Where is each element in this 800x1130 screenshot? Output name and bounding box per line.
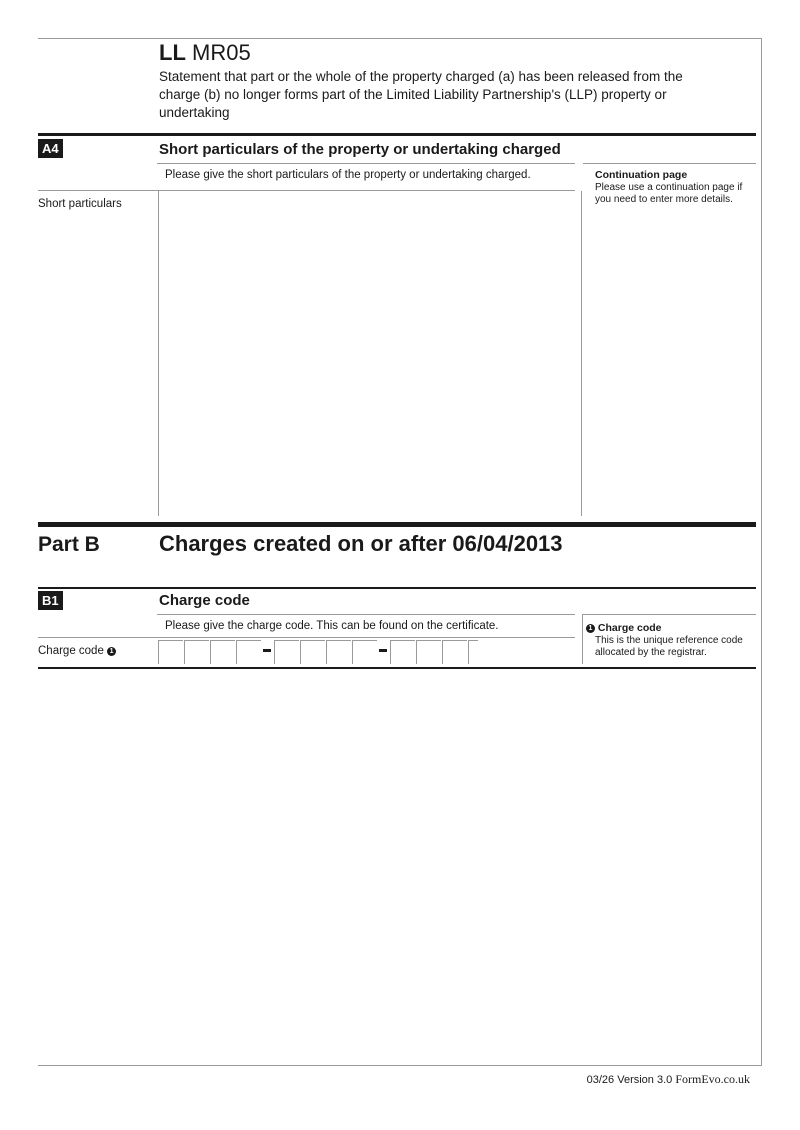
section-title-a4: Short particulars of the property or undertaking charged — [159, 141, 561, 158]
info-icon: 1 — [586, 624, 595, 633]
charge-code-separator — [379, 649, 387, 652]
part-b-rule — [38, 522, 756, 527]
charge-code-digit[interactable] — [158, 640, 183, 664]
bottom-rule — [38, 1065, 762, 1066]
b1-instruction-top — [157, 614, 575, 615]
charge-code-digit[interactable] — [416, 640, 441, 664]
b1-field-top — [157, 637, 575, 638]
section-a4-rule — [38, 133, 756, 136]
info-icon: 1 — [107, 647, 116, 656]
b1-note-title-row — [586, 622, 756, 635]
charge-code-separator — [263, 649, 271, 652]
footer-brand: FormEvo.co.uk — [675, 1072, 750, 1086]
footer-version: 03/26 Version 3.0 — [586, 1074, 673, 1086]
continuation-note — [595, 169, 755, 206]
charge-code-digit[interactable] — [184, 640, 209, 664]
b1-instruction: Please give the charge code. This can be found on the certificate. — [165, 620, 499, 632]
charge-code-digit[interactable] — [274, 640, 299, 664]
section-b1-bottom-rule — [38, 667, 756, 669]
section-title-b1: Charge code — [159, 592, 250, 609]
charge-code-digit[interactable] — [442, 640, 467, 664]
charge-code-label-text: Charge code — [38, 645, 104, 657]
b1-note-top — [583, 614, 756, 615]
a4-instruction: Please give the short particulars of the property or undertaking charged. — [165, 169, 531, 181]
section-b1-rule — [38, 587, 756, 589]
b1-note-body: This is the unique reference code allocated by the registrar. — [595, 635, 743, 658]
form-code — [159, 40, 251, 66]
charge-code-digit[interactable] — [236, 640, 261, 664]
a4-instruction-top — [157, 163, 575, 164]
note-body: Please use a continuation page if you need to enter more details. — [595, 182, 743, 205]
section-badge-a4: A4 — [38, 139, 63, 158]
right-border — [761, 38, 762, 1066]
b1-note-title: Charge code — [597, 622, 662, 634]
b1-label-divider — [38, 637, 158, 638]
a4-note-top — [583, 163, 756, 164]
a4-label-divider — [38, 190, 158, 191]
charge-code-digit[interactable] — [210, 640, 235, 664]
short-particulars-field[interactable] — [158, 191, 582, 516]
form-number: MR05 — [192, 40, 251, 65]
charge-code-digit[interactable] — [390, 640, 415, 664]
charge-code-note — [586, 622, 756, 659]
charge-code-digit[interactable] — [300, 640, 325, 664]
charge-code-digit[interactable] — [326, 640, 351, 664]
charge-code-digit[interactable] — [352, 640, 377, 664]
part-b-label: Part B — [38, 533, 100, 556]
section-badge-b1: B1 — [38, 591, 63, 610]
form-description: Statement that part or the whole of the property charged (a) has been released from the charge (b) no longer forms part of the Limited Liability Partnership's (LLP) property or undertaking — [159, 69, 683, 120]
charge-code-digit[interactable] — [468, 640, 478, 664]
charge-code-label — [38, 644, 116, 658]
part-b-title: Charges created on or after 06/04/2013 — [159, 531, 563, 556]
form-prefix: LL — [159, 40, 186, 65]
footer — [587, 1072, 750, 1087]
short-particulars-label: Short particulars — [38, 198, 122, 210]
note-title: Continuation page — [595, 169, 688, 181]
top-rule — [38, 38, 762, 39]
b1-note-border — [582, 614, 583, 664]
